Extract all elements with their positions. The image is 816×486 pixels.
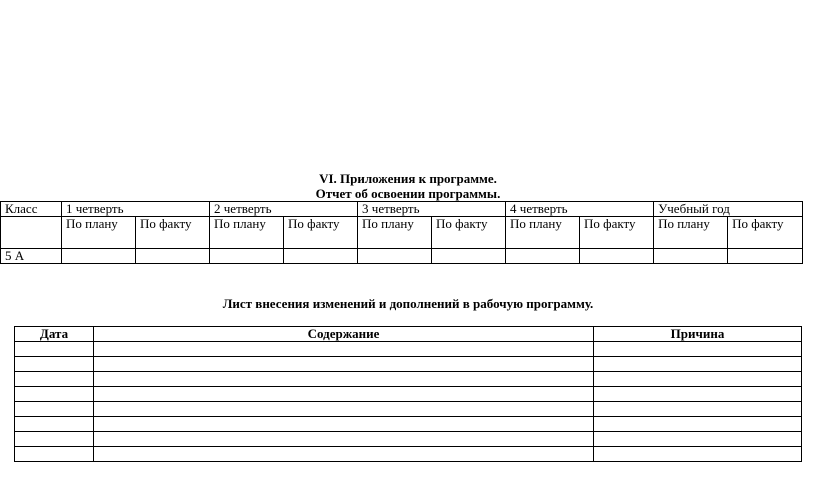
- report-cell: [728, 249, 803, 264]
- quarter-3-header: 3 четверть: [358, 202, 506, 217]
- table-row: [15, 387, 802, 402]
- table-row: [15, 417, 802, 432]
- report-cell: [210, 249, 284, 264]
- report-cell: [62, 249, 136, 264]
- table-cell: [15, 387, 94, 402]
- report-cell: [580, 249, 654, 264]
- table-row: [15, 372, 802, 387]
- fact-label: По факту: [284, 217, 358, 249]
- report-table: [0, 201, 803, 264]
- quarter-2-header: 2 четверть: [210, 202, 358, 217]
- plan-label: По плану: [654, 217, 728, 249]
- report-subheader-row: [1, 217, 803, 249]
- table-cell: [594, 387, 802, 402]
- table-cell: [15, 432, 94, 447]
- quarter-4-header: 4 четверть: [506, 202, 654, 217]
- table-cell: [15, 342, 94, 357]
- table-cell: [94, 432, 594, 447]
- table-cell: [594, 402, 802, 417]
- table-row: [15, 342, 802, 357]
- table-row: [15, 432, 802, 447]
- fact-label: По факту: [580, 217, 654, 249]
- report-class-row: [1, 249, 803, 264]
- table-cell: [594, 417, 802, 432]
- fact-label: По факту: [432, 217, 506, 249]
- table-cell: [94, 372, 594, 387]
- table-row: [15, 357, 802, 372]
- year-header: Учебный год: [654, 202, 803, 217]
- plan-label: По плану: [358, 217, 432, 249]
- table-cell: [94, 357, 594, 372]
- table-cell: [594, 357, 802, 372]
- plan-label: По плану: [210, 217, 284, 249]
- table-cell: [15, 447, 94, 462]
- plan-label: По плану: [62, 217, 136, 249]
- table-cell: [94, 417, 594, 432]
- quarter-1-header: 1 четверть: [62, 202, 210, 217]
- section-title: VI. Приложения к программе.: [319, 171, 497, 186]
- table-cell: [94, 342, 594, 357]
- table-cell: [15, 372, 94, 387]
- table-cell: [94, 402, 594, 417]
- table-cell: [594, 342, 802, 357]
- report-cell: [136, 249, 210, 264]
- table-cell: [594, 372, 802, 387]
- fact-label: По факту: [728, 217, 803, 249]
- changes-header-row: [15, 327, 802, 342]
- table-cell: [94, 447, 594, 462]
- table-row: [15, 402, 802, 417]
- plan-label: По плану: [506, 217, 580, 249]
- table-cell: [594, 447, 802, 462]
- table-cell: [594, 432, 802, 447]
- table-row: [15, 447, 802, 462]
- reason-header: Причина: [594, 327, 802, 342]
- date-header: Дата: [15, 327, 94, 342]
- table-cell: [15, 417, 94, 432]
- fact-label: По факту: [136, 217, 210, 249]
- class-name: 5 А: [1, 249, 62, 264]
- table-cell: [15, 402, 94, 417]
- table-cell: [94, 387, 594, 402]
- report-cell: [358, 249, 432, 264]
- table-cell: [15, 357, 94, 372]
- report-cell: [432, 249, 506, 264]
- changes-table: [14, 326, 802, 462]
- report-cell: [506, 249, 580, 264]
- report-cell: [284, 249, 358, 264]
- report-cell: [654, 249, 728, 264]
- report-title: Отчет об освоении программы.: [315, 186, 501, 201]
- class-header: Класс: [1, 202, 62, 217]
- empty-cell: [1, 217, 62, 249]
- content-header: Содержание: [94, 327, 594, 342]
- report-header-row: [1, 202, 803, 217]
- changes-title: Лист внесения изменений и дополнений в рабочую программу.: [222, 296, 594, 311]
